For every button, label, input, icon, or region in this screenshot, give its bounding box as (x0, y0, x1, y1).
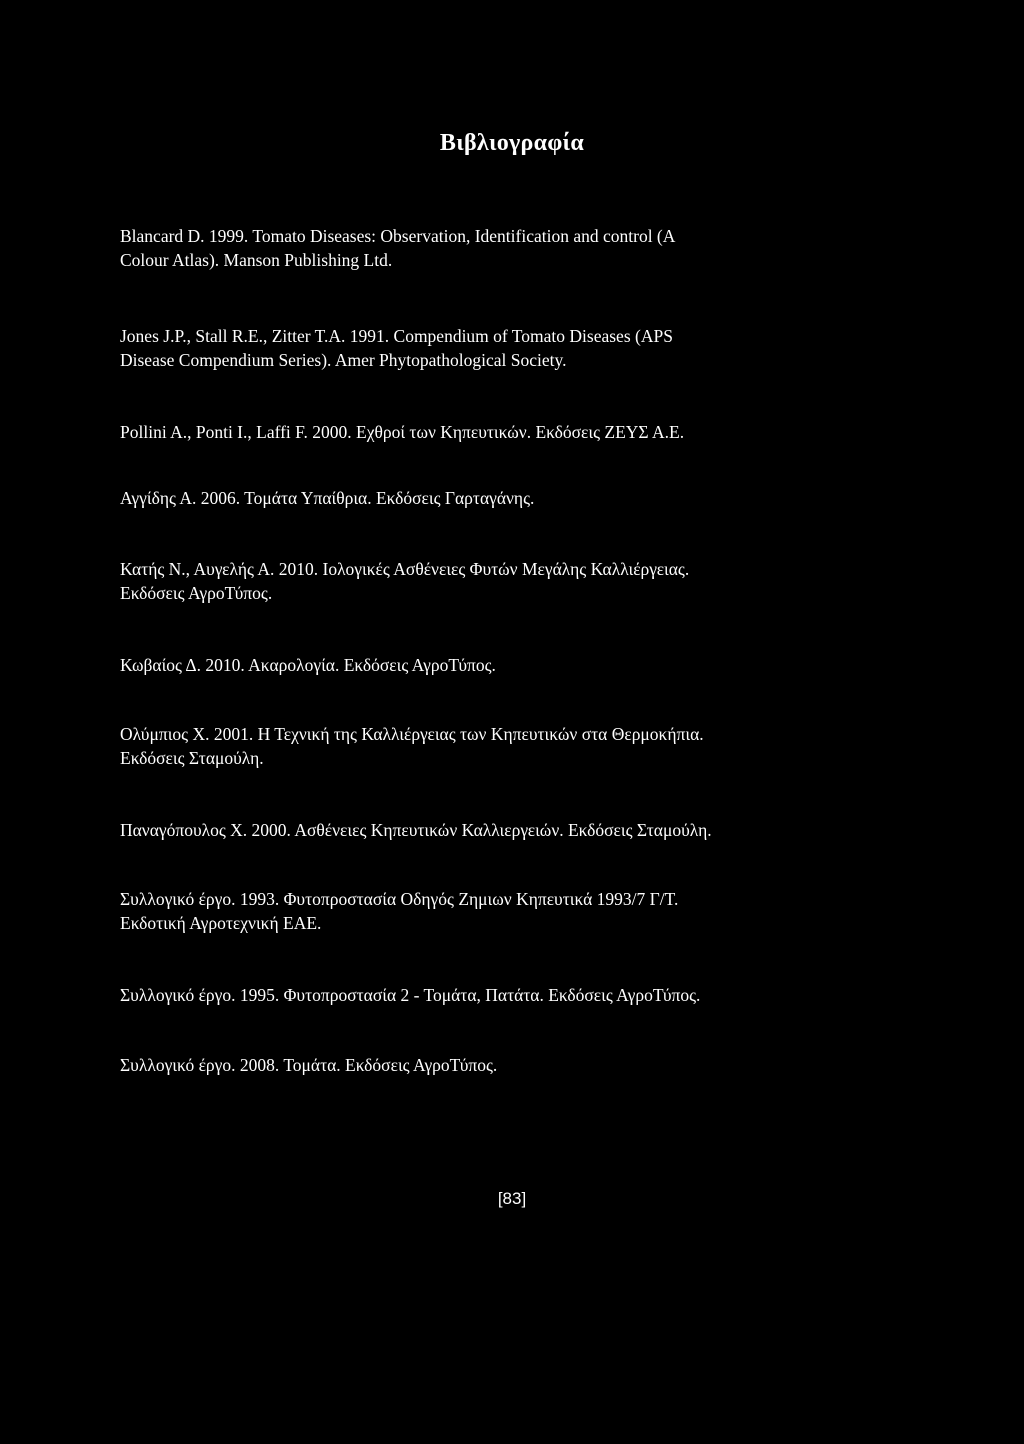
reference-item (120, 486, 820, 510)
reference-line: Εκδοτική Αγροτεχνική ΕΑΕ. (120, 913, 322, 933)
reference-line: Συλλογικό έργο. 1993. Φυτοπροστασία Οδηγός Ζημιων Κηπευτικά 1993/7 Γ/Τ. (120, 889, 679, 909)
reference-line: Παναγόπουλος Χ. 2000. Ασθένειες Κηπευτικών Καλλιεργειών. Εκδόσεις Σταμούλη. (120, 820, 712, 840)
reference-item (120, 887, 820, 935)
page-number: [83] (497, 1189, 527, 1208)
reference-line: Blancard D. 1999. Tomato Diseases: Observation, Identification and control (A (120, 226, 676, 246)
reference-line: Συλλογικό έργο. 2008. Τομάτα. Εκδόσεις ΑγροΤύπος. (120, 1055, 498, 1075)
reference-item (120, 818, 820, 842)
reference-line: Αγγίδης Α. 2006. Τομάτα Υπαίθρια. Εκδόσεις Γαρταγάνης. (120, 488, 535, 508)
reference-line: Disease Compendium Series). Amer Phytopathological Society. (120, 350, 567, 370)
reference-item (120, 722, 820, 770)
reference-line: Pollini A., Ponti I., Laffi F. 2000. Εχθροί των Κηπευτικών. Εκδόσεις ΖΕΥΣ Α.Ε. (120, 422, 685, 442)
reference-item (120, 420, 820, 444)
reference-item (120, 653, 820, 677)
reference-item (120, 324, 820, 372)
reference-line: Κωβαίος Δ. 2010. Ακαρολογία. Εκδόσεις ΑγροΤύπος. (120, 655, 496, 675)
reference-line: Ολύμπιος Χ. 2001. Η Τεχνική της Καλλιέργειας των Κηπευτικών στα Θερμοκήπια. (120, 724, 704, 744)
reference-line: Κατής Ν., Αυγελής Α. 2010. Ιολογικές Ασθένειες Φυτών Μεγάλης Καλλιέργειας. (120, 559, 690, 579)
reference-item (120, 557, 820, 605)
reference-item (120, 224, 820, 272)
reference-line: Jones J.P., Stall R.E., Zitter T.A. 1991. Compendium of Tomato Diseases (APS (120, 326, 673, 346)
reference-line: Εκδόσεις Σταμούλη. (120, 748, 264, 768)
reference-line: Colour Atlas). Manson Publishing Ltd. (120, 250, 393, 270)
reference-line: Εκδόσεις ΑγροΤύπος. (120, 583, 273, 603)
reference-item (120, 983, 820, 1007)
reference-line: Συλλογικό έργο. 1995. Φυτοπροστασία 2 - Τομάτα, Πατάτα. Εκδόσεις ΑγροΤύπος. (120, 985, 701, 1005)
reference-item (120, 1053, 820, 1077)
page-title: Βιβλιογραφία (439, 130, 585, 156)
